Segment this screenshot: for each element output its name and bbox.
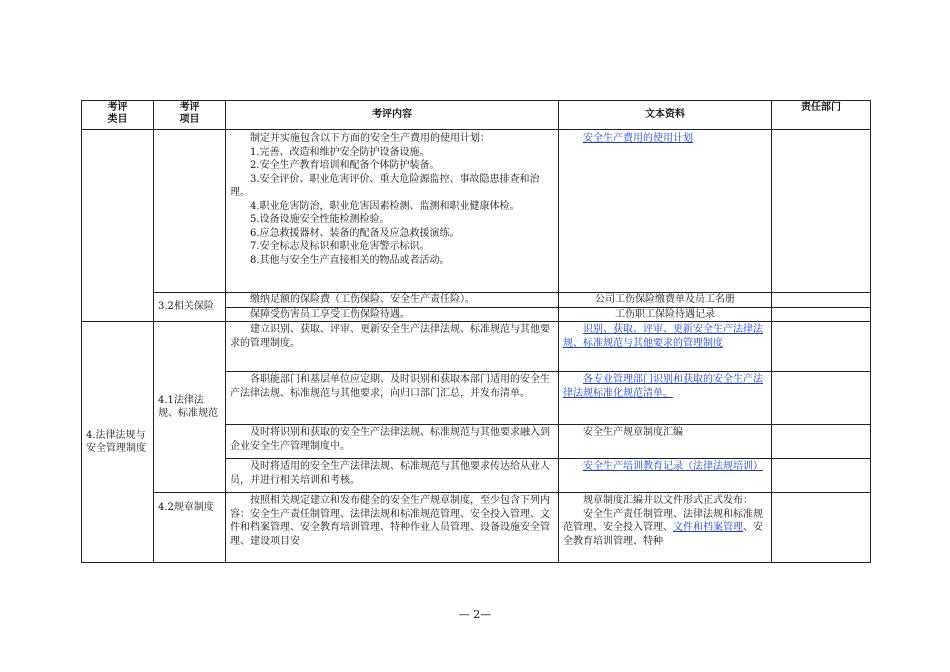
doc-link[interactable]: 安全生产费用的使用计划: [583, 133, 693, 144]
content-text: 及时将识别和获取的安全生产法律法规、标准规范与其他要求融入到企业安全生产管理制度中。: [230, 427, 550, 452]
dept-cell: [772, 425, 871, 459]
content-text: 缴纳足额的保险费（工伤保险、安全生产责任险）。: [250, 294, 475, 305]
dept-cell: [772, 493, 871, 563]
content-text: 各职能部门和基层单位应定期、及时识别和获取本部门适用的安全生产法律法规、标准规范与其他要求，向归口部门汇总，并发布清单。: [230, 374, 550, 399]
table-row: [82, 130, 871, 293]
content-cell: [226, 372, 559, 425]
evaluation-table: [81, 100, 871, 563]
doc-cell: 公司工伤保险缴费单及员工名册: [559, 293, 772, 308]
table-row: [82, 322, 871, 372]
content-cell: [226, 307, 559, 322]
content-cell: [226, 425, 559, 459]
table-row: [82, 493, 871, 563]
item-cell-insurance: 3.2相关保险: [154, 293, 226, 322]
doc-cell: [559, 130, 772, 293]
doc-body: 安全生产责任制管理、法律法规和标准规范管理、安全投入管理、文件和档案管理、安全教育培训管理、特种: [563, 508, 763, 547]
content-cell: [226, 459, 559, 493]
table-row: [82, 293, 871, 308]
doc-cell: [559, 459, 772, 493]
item-cell-rules: 4.2规章制度: [154, 493, 226, 563]
dept-cell: [772, 459, 871, 493]
doc-link[interactable]: 文件和档案管理: [673, 522, 743, 533]
list-item: 2.安全生产教育培训和配备个体防护装备。: [250, 160, 440, 171]
list-item: 1.完善、改造和维护安全防护设备设施。: [250, 146, 430, 158]
doc-text: 安全生产规章制度汇编: [583, 427, 683, 438]
content-text: 及时将适用的安全生产法律法规、标准规范与其他要求传达给从业人员，并进行相关培训和考核。: [230, 461, 550, 486]
page-number: — 2—: [458, 608, 492, 621]
header-content: 考评内容: [226, 101, 559, 130]
category-cell: [82, 130, 154, 322]
dept-cell: [772, 293, 871, 308]
content-cell: [226, 130, 559, 293]
content-cell: [226, 293, 559, 308]
doc-link[interactable]: 安全生产培训教育记录（法律法规培训）: [583, 461, 763, 472]
doc-cell: [559, 322, 772, 372]
dept-cell: [772, 307, 871, 322]
content-cell: [226, 322, 559, 372]
dept-cell: [772, 372, 871, 425]
header-item: 考评 项目: [154, 101, 226, 130]
list-item: 8.其他与安全生产直接相关的物品或者活动。: [250, 254, 450, 266]
doc-link[interactable]: 识别、获取、评审、更新安全生产法律法规、标准规范与其他要求的管理制度: [563, 324, 763, 349]
list-item: 7.安全标志及标识和职业危害警示标识。: [250, 241, 430, 252]
doc-intro: 规章制度汇编并以文件形式正式发布：: [583, 495, 753, 506]
doc-cell: [559, 372, 772, 425]
content-text: 按照相关规定建立和发布健全的安全生产规章制度，至少包含下列内容：安全生产责任制管理、法律法规和标准规范管理、安全投入管理、文件和档案管理、安全教育培训管理、特种作业人员管理、设备设施安全管理、建设项目安: [230, 495, 550, 547]
doc-cell: [559, 493, 772, 563]
doc-link[interactable]: 各专业管理部门识别和获取的安全生产法律法规标准化规范清单。: [563, 374, 763, 399]
header-dept: 责任部门: [772, 101, 871, 130]
doc-cell: 工伤职工保险待遇记录: [559, 307, 772, 322]
header-docs: 文本资料: [559, 101, 772, 130]
list-item: 6.应急救援器材、装备的配备及应急救援演练。: [250, 227, 460, 239]
content-text: 保障受伤害员工享受工伤保险待遇。: [250, 308, 410, 320]
content-cell: [226, 493, 559, 563]
list-item: 4.职业危害防治，职业危害因素检测、监测和职业健康体检。: [250, 200, 520, 212]
item-cell: [154, 130, 226, 293]
header-category: 考评 类目: [82, 101, 154, 130]
dept-cell: [772, 130, 871, 293]
item-cell-law: 4.1法律法规、标准规范: [154, 322, 226, 493]
content-intro: 制定并实施包含以下方面的安全生产费用的使用计划：: [250, 133, 490, 144]
list-item: 5.设备设施安全性能检测检验。: [250, 214, 390, 225]
doc-cell: [559, 425, 772, 459]
header-row: [82, 101, 871, 130]
category-cell-law: 4.法律法规与安全管理制度: [82, 322, 154, 563]
list-item: 3.安全评价、职业危害评价、重大危险源监控、事故隐患排查和治理。: [230, 173, 540, 198]
dept-cell: [772, 322, 871, 372]
content-text: 建立识别、获取、评审、更新安全生产法律法规、标准规范与其他要求的管理制度。: [230, 324, 550, 349]
